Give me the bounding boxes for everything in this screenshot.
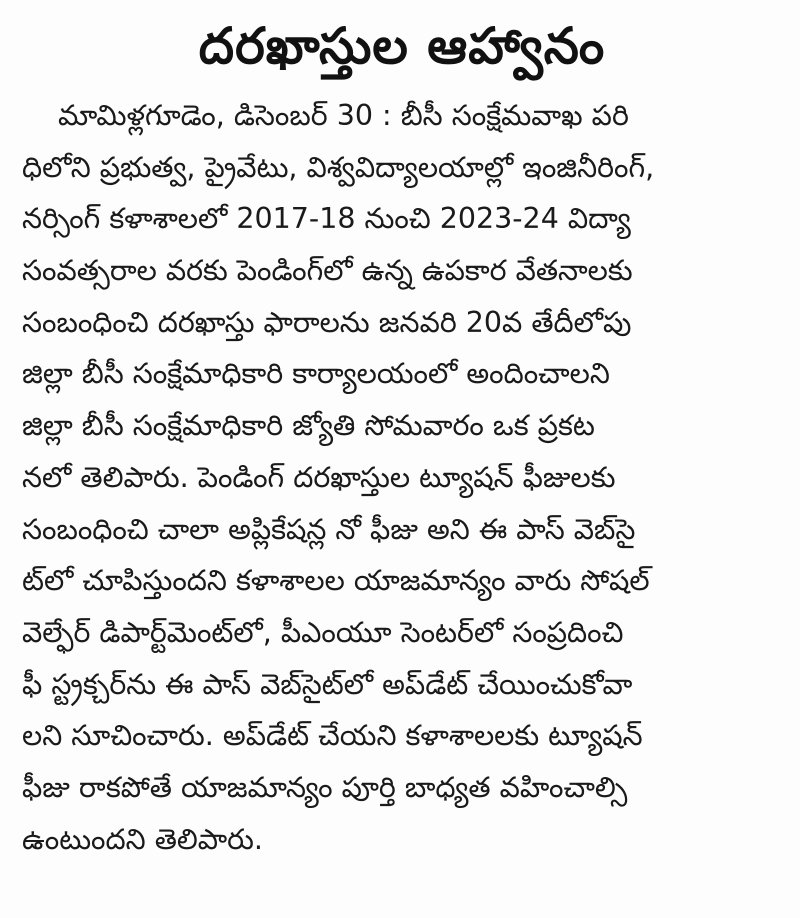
article-line: ఫీ స్ట్రక్చర్‌ను ఈ పాస్ వెబ్‌సైట్‌లో అప్‌డేట్ చేయించుకోవా [22, 667, 633, 701]
article-line: జిల్లా బీసీ సంక్షేమాధికారి జ్యోతి సోమవారం ఒక ప్రకట [22, 409, 595, 443]
article-line: వెల్ఫేర్ డిపార్ట్‌మెంట్‌లో, పీఎంయూ సెంటర్‌లో సంప్రదించి [22, 615, 624, 649]
article-body [22, 90, 782, 865]
article-line: జిల్లా బీసీ సంక్షేమాధికారి కార్యాలయంలో అందించాలని [22, 357, 610, 391]
article-line: ఫీజు రాకపోతే యాజమాన్యం పూర్తి బాధ్యత వహించాల్సి [22, 770, 628, 804]
article-line: ధిలోని ప్రభుత్వ, ప్రైవేటు, విశ్వవిద్యాలయాల్లో ఇంజినీరింగ్, [22, 150, 655, 184]
article-line: ట్‌లో చూపిస్తుందని కళాశాలల యాజమాన్యం వారు సోషల్ [22, 564, 650, 598]
headline: దరఖాస్తుల ఆహ్వానం [198, 17, 606, 75]
article-line: సంబంధించి చాలా అప్లికేషన్ల నో ఫీజు అని ఈ పాస్ వెబ్‌సై [22, 512, 636, 546]
article-line: మామిళ్లగూడెం, డిసెంబర్ 30 : బీసీ సంక్షేమవాఖ పరి [58, 99, 629, 132]
article-line: సంబంధించి దరఖాస్తు ఫారాలను జనవరి 20వ తేదీలోపు [22, 305, 632, 339]
article-line: ఉంటుందని తెలిపారు. [22, 822, 263, 856]
article-line: నర్సింగ్ కళాశాలలో 2017-18 నుంచి 2023-24 విద్యా [22, 202, 631, 236]
article-line: సంవత్సరాల వరకు పెండింగ్‌లో ఉన్న ఉపకార వేతనాలకు [22, 254, 633, 288]
article-line: నలో తెలిపారు. పెండింగ్ దరఖాస్తుల ట్యూషన్ ఫీజులకు [22, 460, 616, 494]
article-line: లని సూచించారు. అప్‌డేట్ చేయని కళాశాలలకు ట్యూషన్ [22, 719, 643, 753]
